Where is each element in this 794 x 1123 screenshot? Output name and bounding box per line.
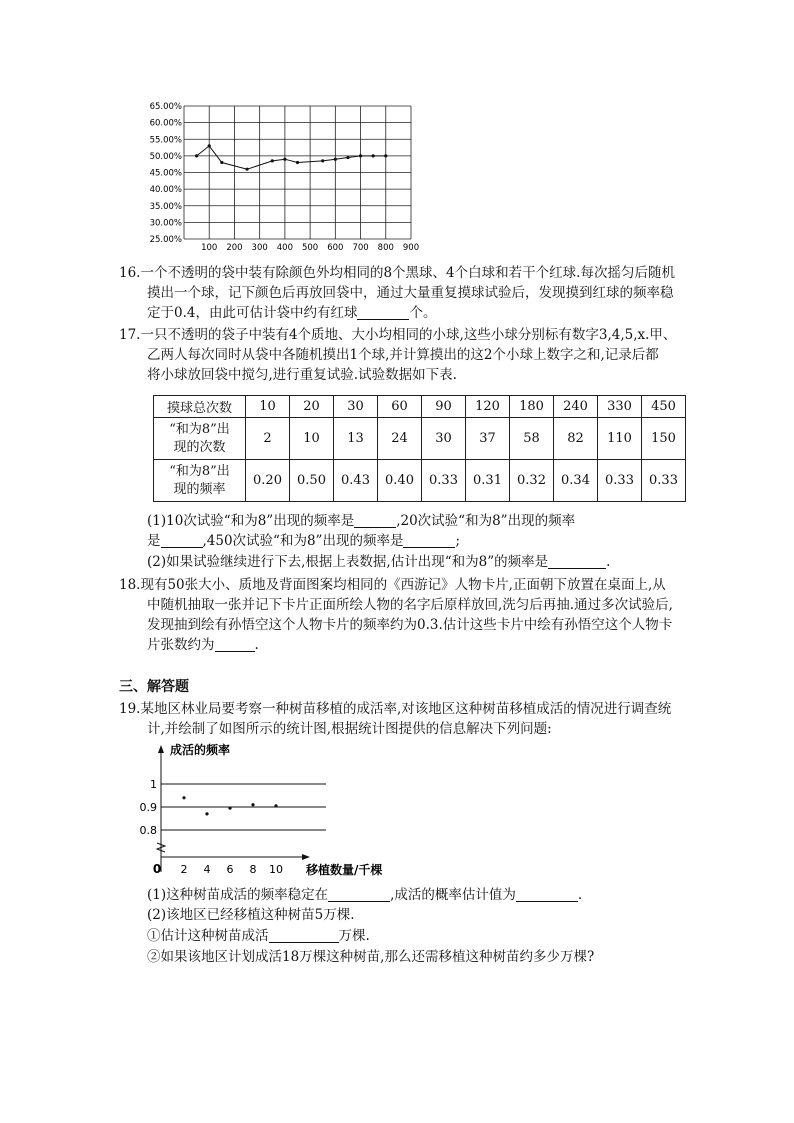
chart2-gridlines — [161, 784, 326, 830]
table-cell: 0.43 — [334, 460, 378, 502]
chart2-x-arrow — [302, 854, 310, 860]
chart1-point — [321, 159, 324, 162]
chart1-point — [372, 154, 375, 157]
q18-line-2: 中随机抽取一张并记下卡片正面所绘人物的名字后原样放回,洗匀后再抽.通过多次试验后, — [147, 597, 673, 613]
chart1-xtick-label: 700 — [352, 243, 369, 253]
chart1-point — [384, 154, 387, 157]
chart1-xtick-labels — [201, 243, 419, 253]
q19-sub1-text-a: (1)这种树苗成活的频率稳定在 — [147, 887, 329, 903]
q17-sub2-text-a: (2)如果试验继续进行下去,根据上表数据,估计出现“和为8”的频率是 — [147, 554, 549, 570]
q18-line-3: 发现抽到绘有孙悟空这个人物卡片的频率约为0.3.估计这些卡片中绘有孙悟空这个人物卡 — [147, 617, 673, 633]
chart1-ytick-labels — [150, 102, 182, 245]
chart2-xtick-label: 4 — [203, 863, 211, 876]
q18-line-4 — [147, 636, 259, 654]
chart1-xtick-label: 400 — [276, 243, 294, 253]
survival-rate-chart — [140, 740, 400, 880]
chart2-xtick-label: 10 — [269, 863, 283, 876]
chart1-point — [296, 161, 299, 164]
q16-text-a: 定于0.4，由此可估计袋中约有红球 — [147, 305, 358, 321]
table-cell: 0.33 — [598, 460, 642, 502]
chart2-point — [228, 807, 231, 810]
table-cell: 0.33 — [422, 460, 466, 502]
q16-line-3 — [147, 304, 436, 322]
q19-blank-2[interactable] — [516, 887, 578, 902]
table-cell: 0.31 — [466, 460, 510, 502]
table-row-label: 摸球总次数 — [154, 396, 246, 418]
q19-sub1-text-b: ,成活的概率估计值为 — [390, 887, 516, 903]
table-cell: 240 — [554, 396, 598, 418]
table-row-freqs — [154, 460, 686, 502]
q19-line-2: 计,并绘制了如图所示的统计图,根据统计图提供的信息解决下列问题: — [147, 721, 552, 737]
chart1-point — [195, 154, 198, 157]
q19-sub2-2-line: ②如果该地区计划成活18万棵这种树苗,那么还需移植这种树苗约多少万棵? — [147, 949, 595, 965]
q16-line-2: 摸出一个球，记下颜色后再放回袋中，通过大量重复摸球试验后，发现摸到红球的频率稳 — [147, 285, 674, 301]
chart2-ytick-label: 0.8 — [140, 824, 157, 837]
table-cell: 450 — [642, 396, 686, 418]
chart2-y-arrow — [158, 745, 164, 753]
table-cell: 0.32 — [510, 460, 554, 502]
row-label-line: “和为8”出 — [169, 421, 230, 437]
chart2-y-axis-label: 成活的频率 — [170, 743, 231, 757]
chart1-point — [245, 168, 248, 171]
table-cell: 30 — [422, 418, 466, 460]
q16-answer-blank[interactable] — [357, 305, 409, 320]
row-label-line: 现的次数 — [173, 439, 226, 455]
table-cell: 0.34 — [554, 460, 598, 502]
chart2-ytick-label: 0.9 — [140, 801, 157, 814]
q17-sub1-text-a: (1)10次试验“和为8”出现的频率是 — [147, 513, 355, 529]
q17-blank-3[interactable] — [403, 533, 455, 548]
chart1-xtick-label: 900 — [402, 243, 420, 253]
chart1-point — [283, 158, 286, 161]
chart2-xtick-label: 2 — [180, 863, 188, 876]
q17-line-3: 将小球放回袋中搅匀,进行重复试验.试验数据如下表. — [147, 367, 457, 383]
q19-blank-1[interactable] — [328, 887, 390, 902]
chart1-point — [359, 154, 362, 157]
chart1-xtick-label: 100 — [201, 243, 218, 253]
q19-sub2-1-text-b: 万棵. — [338, 928, 370, 944]
q17-blank-1[interactable] — [354, 513, 396, 528]
chart1-point — [346, 156, 349, 159]
table-cell: 0.40 — [378, 460, 422, 502]
table-cell: 58 — [510, 418, 554, 460]
chart1-xtick-label: 800 — [377, 243, 394, 253]
q18-text-b: . — [254, 637, 259, 653]
chart1-xtick-label: 500 — [301, 243, 319, 253]
section-heading-3: 三、解答题 — [119, 679, 189, 695]
frequency-line-chart — [140, 98, 430, 255]
q17-line-2: 乙两人每次同时从袋中各随机摸出1个球,并计算摸出的这2个小球上数字之和,记录后都 — [147, 347, 659, 363]
q16-text-b: 个。 — [409, 305, 437, 321]
chart2-points — [182, 796, 277, 815]
q19-line-1: 19.某地区林业局要考察一种树苗移植的成活率,对该地区这种树苗移植成活的情况进行调查统 — [119, 701, 672, 717]
chart1-ytick-label: 65.00% — [149, 102, 182, 112]
table-cell: 13 — [334, 418, 378, 460]
q18-line-1: 18.现有50张大小、质地及背面图案均相同的《西游记》人物卡片,正面朝下放置在桌面上,从 — [119, 577, 666, 593]
q16-line-1: 16.一个不透明的袋中装有除颜色外均相同的8个黑球、4个白球和若干个红球.每次摇匀后随机 — [119, 265, 675, 281]
chart1-ytick-label: 45.00% — [149, 168, 182, 179]
chart1-series-line — [197, 146, 386, 169]
table-cell: 180 — [510, 396, 554, 418]
q17-sub1-text-b: ,20次试验“和为8”出现的频率 — [396, 513, 576, 529]
table-row-totals — [154, 396, 686, 418]
table-cell: 110 — [598, 418, 642, 460]
table-row-label — [154, 418, 246, 460]
row-label-line: 现的频率 — [173, 481, 226, 497]
q17-sub1-text-c: 是 — [147, 533, 161, 549]
table-cell: 37 — [466, 418, 510, 460]
q17-sub1-text-e: ; — [455, 533, 461, 549]
table-cell: 10 — [246, 396, 290, 418]
q19-blank-3[interactable] — [269, 928, 339, 943]
q19-sub1-text-c: . — [577, 887, 583, 903]
row-label-line: “和为8”出 — [169, 463, 230, 479]
table-cell: 330 — [598, 396, 642, 418]
q19-sub1-line — [147, 886, 582, 904]
table-cell: 120 — [466, 396, 510, 418]
chart1-point — [334, 158, 337, 161]
chart1-xtick-label: 600 — [327, 243, 344, 253]
chart1-xtick-label: 300 — [251, 243, 268, 253]
table-cell: 82 — [554, 418, 598, 460]
q17-sub2-text-b: . — [606, 554, 611, 570]
chart2-x-axis-label: 移植数量/千棵 — [306, 863, 383, 877]
chart2-xtick-label: 8 — [249, 863, 257, 876]
q19-sub2-1-line — [147, 927, 370, 945]
table-cell: 2 — [246, 418, 290, 460]
chart2-xtick-labels — [181, 863, 284, 876]
table-cell: 90 — [422, 396, 466, 418]
q18-answer-blank[interactable] — [215, 637, 255, 652]
table-cell: 150 — [642, 418, 686, 460]
chart1-grid — [184, 106, 411, 239]
chart2-point — [251, 803, 254, 806]
q17-sub1-text-d: ,450次试验“和为8”出现的频率是 — [202, 533, 404, 549]
chart1-xtick-label: 200 — [226, 243, 243, 253]
table-cell: 0.50 — [290, 460, 334, 502]
q17-data-table — [153, 395, 686, 502]
chart1-points — [195, 144, 387, 170]
q19-sub2-line: (2)该地区已经移植这种树苗5万棵. — [147, 907, 355, 923]
table-cell: 10 — [290, 418, 334, 460]
chart1-ytick-label: 35.00% — [149, 201, 182, 212]
table-cell: 24 — [378, 418, 422, 460]
q19-sub2-1-text-a: ①估计这种树苗成活 — [147, 928, 269, 944]
chart1-ytick-label: 30.00% — [149, 218, 182, 229]
chart1-point — [271, 159, 274, 162]
chart2-origin-label: 0 — [152, 862, 162, 876]
q17-sub1-line-2 — [147, 532, 460, 550]
q18-text-a: 片张数约为 — [147, 637, 215, 653]
chart2-ytick-label: 1 — [150, 778, 157, 791]
chart2-xtick-label: 6 — [226, 863, 234, 876]
q17-blank-4[interactable] — [548, 554, 606, 569]
chart1-ytick-label: 55.00% — [149, 135, 182, 146]
chart2-point — [205, 812, 208, 815]
q17-line-1: 17.一只不透明的袋子中装有4个质地、大小均相同的小球,这些小球分别标有数字3,4,5,x.甲、 — [119, 327, 677, 343]
chart1-point — [208, 144, 211, 147]
table-cell: 30 — [334, 396, 378, 418]
table-cell: 20 — [290, 396, 334, 418]
chart1-ytick-label: 25.00% — [149, 235, 182, 245]
chart1-ytick-label: 60.00% — [149, 118, 182, 129]
table-cell: 60 — [378, 396, 422, 418]
chart2-point — [182, 796, 185, 799]
chart2-ytick-labels — [140, 778, 157, 837]
chart1-point — [220, 161, 223, 164]
chart2-point — [274, 804, 277, 807]
chart2-axis-break — [157, 843, 165, 852]
chart1-ytick-label: 50.00% — [149, 151, 182, 162]
q17-blank-2[interactable] — [161, 533, 203, 548]
table-cell: 0.33 — [642, 460, 686, 502]
table-row-counts — [154, 418, 686, 460]
table-cell: 0.20 — [246, 460, 290, 502]
chart1-ytick-label: 40.00% — [149, 185, 182, 196]
q17-sub2-line — [147, 553, 610, 571]
q17-sub1-line-1 — [147, 512, 575, 530]
table-row-label — [154, 460, 246, 502]
